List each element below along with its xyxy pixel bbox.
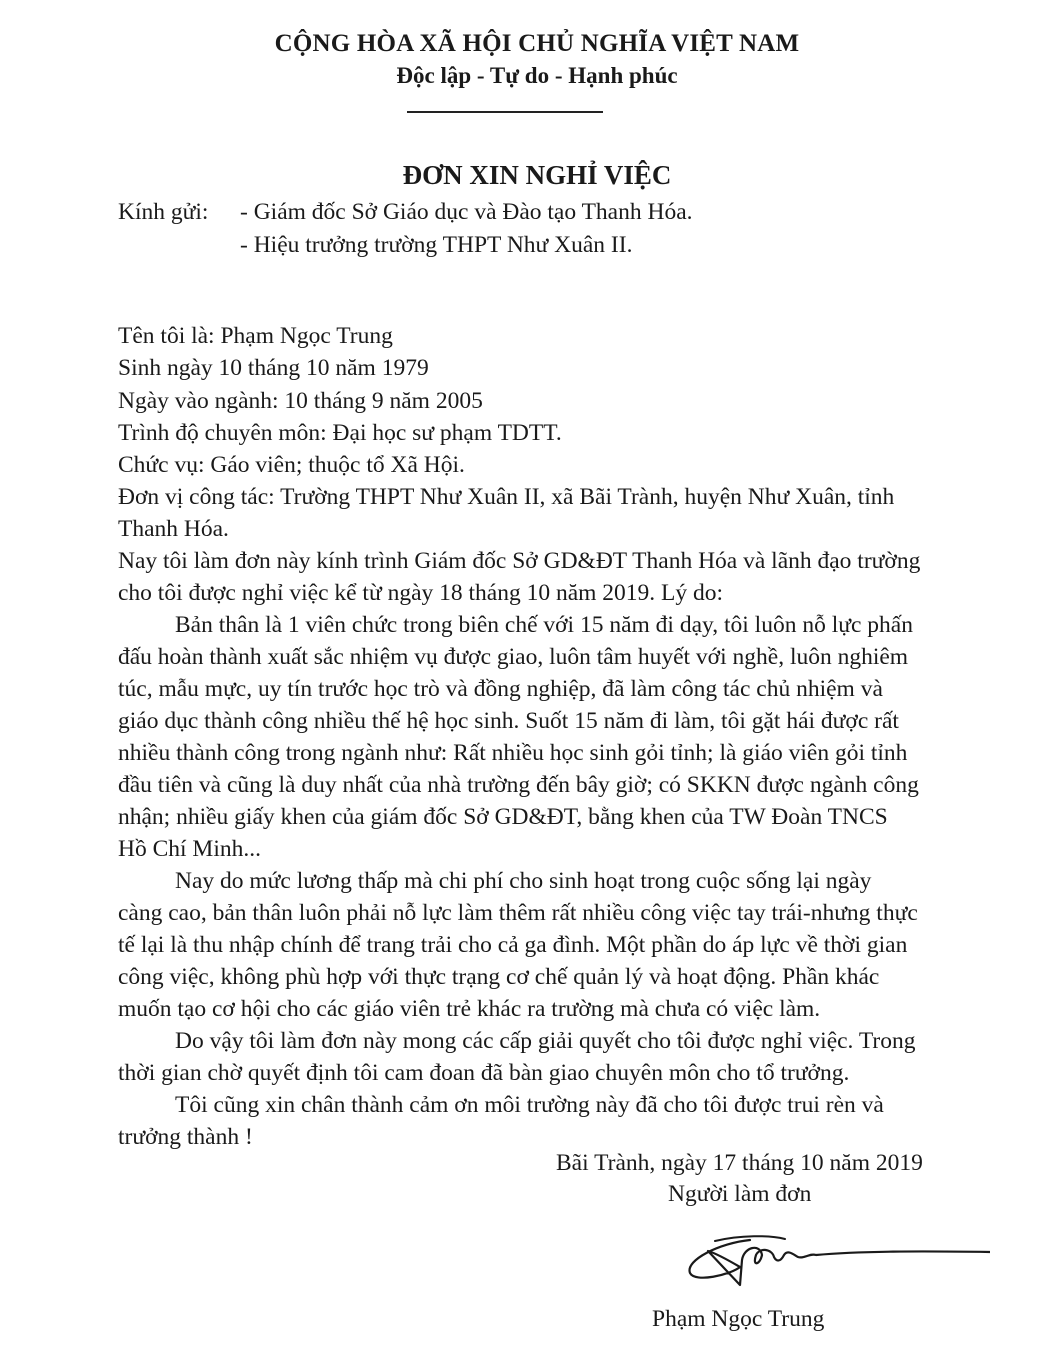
- paragraph-line: túc, mẫu mực, uy tín trước học trò và đồng nghiệp, đã làm công tác chủ nhiệm và: [118, 676, 883, 702]
- national-header: CỘNG HÒA XÃ HỘI CHỦ NGHĨA VIỆT NAM: [274, 30, 800, 57]
- info-line: Đơn vị công tác: Trường THPT Như Xuân II, xã Bãi Trành, huyện Như Xuân, tỉnh: [118, 484, 895, 510]
- info-line: Chức vụ: Gáo viên; thuộc tổ Xã Hội.: [118, 452, 465, 478]
- paragraph-line: thời gian chờ quyết định tôi cam đoan đã bàn giao chuyên môn cho tổ trưởng.: [118, 1060, 850, 1086]
- national-motto: Độc lập - Tự do - Hạnh phúc: [396, 63, 678, 88]
- info-line: Tên tôi là: Phạm Ngọc Trung: [118, 323, 393, 349]
- recipient-item: - Hiệu trưởng trường THPT Như Xuân II.: [240, 232, 633, 258]
- paragraph-line: Bản thân là 1 viên chức trong biên chế với 15 năm đi dạy, tôi luôn nỗ lực phấn: [175, 612, 913, 638]
- paragraph-line: Tôi cũng xin chân thành cảm ơn môi trường này đã cho tôi được trui rèn và: [175, 1092, 884, 1118]
- paragraph-line: Nay do mức lương thấp mà chi phí cho sinh hoạt trong cuộc sống lại ngày: [175, 868, 872, 894]
- paragraph-line: càng cao, bản thân luôn phải nỗ lực làm thêm rất nhiều công việc tay trái-nhưng thực: [118, 900, 918, 926]
- info-line: Thanh Hóa.: [118, 516, 229, 542]
- info-line: Trình độ chuyên môn: Đại học sư phạm TDTT.: [118, 420, 562, 446]
- info-line: Ngày vào ngành: 10 tháng 9 năm 2005: [118, 388, 483, 414]
- document-title: ĐƠN XIN NGHỈ VIỆC: [402, 160, 672, 190]
- place-and-date: Bãi Trành, ngày 17 tháng 10 năm 2019: [556, 1150, 923, 1176]
- paragraph-line: tế lại là thu nhập chính để trang trải cho cả ga đình. Một phần do áp lực về thời gian: [118, 932, 908, 958]
- request-line: Nay tôi làm đơn này kính trình Giám đốc Sở GD&ĐT Thanh Hóa và lãnh đạo trường: [118, 548, 921, 574]
- paragraph-line: muốn tạo cơ hội cho các giáo viên trẻ khác ra trường mà chưa có việc làm.: [118, 996, 821, 1022]
- paragraph-line: đầu tiên và cũng là duy nhất của nhà trường đến bây giờ; có SKKN được ngành công: [118, 772, 919, 798]
- paragraph-line: trưởng thành !: [118, 1124, 253, 1150]
- signer-label: Người làm đơn: [668, 1181, 812, 1207]
- recipient-item: - Giám đốc Sở Giáo dục và Đào tạo Thanh Hóa.: [240, 199, 693, 225]
- paragraph-line: nhiều thành công trong ngành như: Rất nhiều học sinh gỏi tỉnh; là giáo viên gỏi tỉnh: [118, 740, 908, 766]
- recipients-label: Kính gửi:: [118, 199, 209, 225]
- header-divider: [407, 111, 603, 113]
- signer-name: Phạm Ngọc Trung: [652, 1306, 825, 1332]
- info-line: Sinh ngày 10 tháng 10 năm 1979: [118, 355, 429, 381]
- paragraph-line: nhận; nhiều giấy khen của giám đốc Sở GD&ĐT, bằng khen của TW Đoàn TNCS: [118, 804, 888, 830]
- paragraph-line: giáo dục thành công nhiều thế hệ học sinh. Suốt 15 năm đi làm, tôi gặt hái được rất: [118, 708, 899, 734]
- paragraph-line: Hồ Chí Minh...: [118, 836, 261, 862]
- signature-image: [680, 1225, 990, 1295]
- paragraph-line: công việc, không phù hợp với thực trạng cơ chế quản lý và hoạt động. Phần khác: [118, 964, 880, 990]
- paragraph-line: Do vậy tôi làm đơn này mong các cấp giải quyết cho tôi được nghỉ việc. Trong: [175, 1028, 916, 1054]
- request-line: cho tôi được nghỉ việc kể từ ngày 18 tháng 10 năm 2019. Lý do:: [118, 580, 724, 606]
- paragraph-line: đấu hoàn thành xuất sắc nhiệm vụ được giao, luôn tâm huyết với nghề, luôn nghiêm: [118, 644, 909, 670]
